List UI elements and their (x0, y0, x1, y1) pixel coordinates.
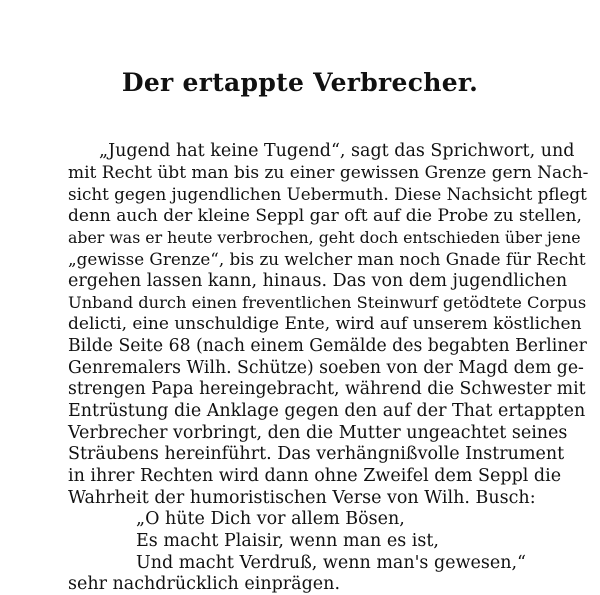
body-line: strengen Papa hereingebracht, während die Schwester mit (68, 379, 586, 400)
verse-line: Und macht Verdruß, wenn man's gewesen,“ (136, 552, 526, 573)
verse-line: Es macht Plaisir, wenn man es ist, (136, 531, 439, 552)
body-line: Entrüstung die Anklage gegen den auf der That ertappten (68, 401, 586, 422)
closing-line: sehr nachdrücklich einprägen. (68, 574, 341, 595)
body-line: mit Recht übt man bis zu einer gewissen Grenze gern Nach- (68, 162, 589, 183)
body-line: Wahrheit der humoristischen Verse von Wilh. Busch: (68, 487, 536, 508)
body-line: „Jugend hat keine Tugend“, sagt das Sprichwort, und (99, 141, 575, 161)
body-line: sicht gegen jugendlichen Uebermuth. Diese Nachsicht pflegt (68, 184, 587, 205)
article-title: Der ertappte Verbrecher. (121, 68, 479, 97)
verse-line: „O hüte Dich vor allem Bösen, (136, 509, 405, 530)
body-line: Unband durch einen freventlichen Steinwurf getödtete Corpus (68, 292, 587, 312)
body-line: delicti, eine unschuldige Ente, wird auf unserem köstlichen (68, 314, 582, 335)
body-line: Genremalers Wilh. Schütze) soeben von der Magd dem ge- (68, 357, 584, 378)
body-line: Sträubens hereinführt. Das verhängnißvolle Instrument (68, 444, 565, 465)
body-line: „gewisse Grenze“, bis zu welcher man noch Gnade für Recht (68, 249, 586, 270)
body-line: denn auch der kleine Seppl gar oft auf die Probe zu stellen, (68, 206, 582, 226)
body-line: ergehen lassen kann, hinaus. Das von dem jugendlichen (68, 271, 568, 292)
body-line: in ihrer Rechten wird dann ohne Zweifel dem Seppl die (68, 466, 562, 487)
body-line: Bilde Seite 68 (nach einem Gemälde des begabten Berliner (68, 336, 587, 357)
body-line: Verbrecher vorbringt, den die Mutter ungeachtet seines (68, 422, 568, 443)
body-line: aber was er heute verbrochen, geht doch entschieden über jene (68, 227, 581, 247)
